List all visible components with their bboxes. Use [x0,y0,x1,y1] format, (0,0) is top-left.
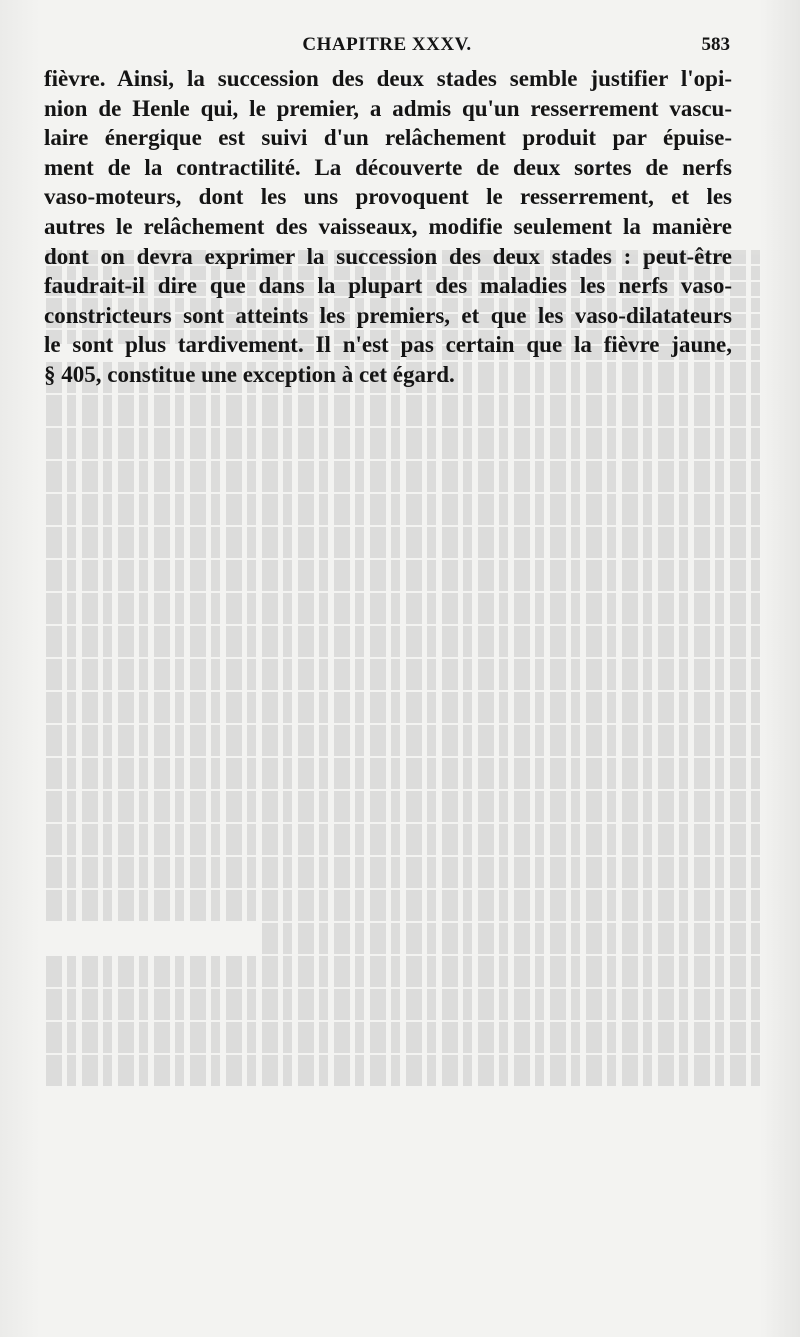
bleed-through-texture [40,250,760,1250]
text-line: laire énergique est suivi d'un relâchement produit par épuise- [44,125,732,151]
text-line: nion de Henle qui, le premier, a admis qu'un resserrement vascu- [44,95,732,121]
text-line: le sont plus tardivement. Il n'est pas certain que la fièvre jaune, [44,332,732,358]
text-line: fièvre. Ainsi, la succession des deux stades semble justifier l'opi- [44,66,732,91]
text-line: vaso-moteurs, dont les uns provoquent le resserrement, et les [44,184,732,210]
page-number: 583 [701,34,730,55]
chapter-title: CHAPITRE XXXV. [302,34,472,55]
text-line: § 405, constitue une exception à cet égard. [44,361,455,387]
text-line: faudrait-il dire que dans la plupart des maladies les nerfs vaso- [44,273,732,299]
text-line: constricteurs sont atteints les premiers, et que les vaso-dilatateurs [44,302,732,328]
text-line: ment de la contractilité. La découverte de deux sortes de nerfs [44,154,732,180]
running-head [44,34,730,58]
body-paragraph [44,64,732,390]
text-line: dont on devra exprimer la succession des deux stades : peut-être [44,243,732,269]
text-line: autres le relâchement des vaisseaux, modifie seulement la manière [44,213,732,239]
